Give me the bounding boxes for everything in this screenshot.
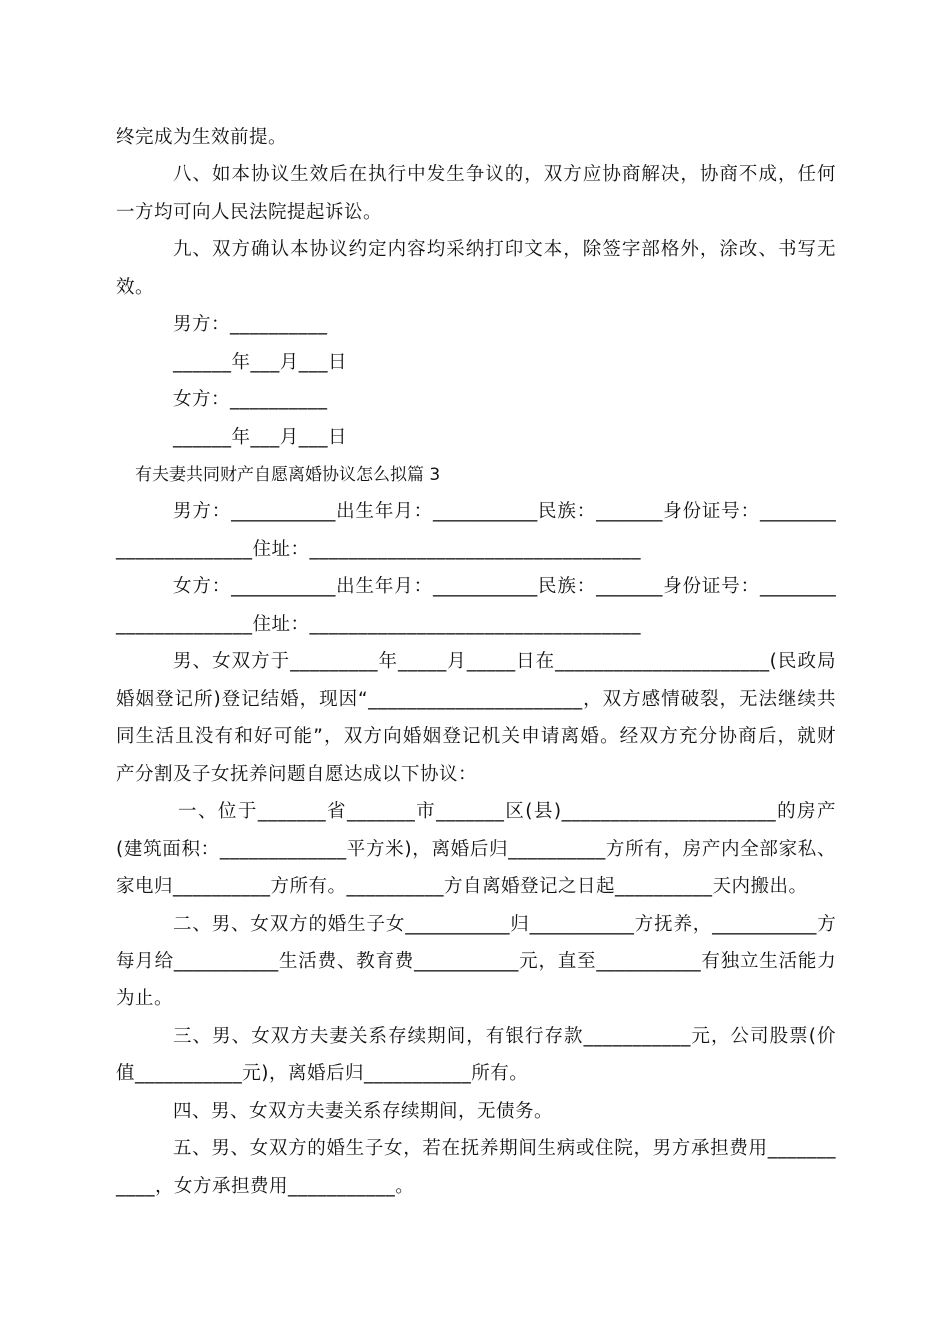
- article-2-line-1: 二、男、女双方的婚生子女___________归___________方抚养，___________方: [173, 914, 836, 935]
- male-date-line: ______年___月___日: [173, 352, 348, 373]
- article-1-line-3: 家电归__________方所有。__________方自离婚登记之日起__________天内搬出。: [116, 876, 808, 897]
- article-1-line-1: 一、位于_______省_______市_______区(县)______________________的房产: [178, 801, 836, 822]
- intro-line-1: 男、女双方于_________年_____月_____日在______________________(民政局: [173, 651, 836, 672]
- intro-line-3: 同生活且没有和好可能”，双方向婚姻登记机关申请离婚。经双方充分协商后，就财: [116, 726, 836, 747]
- article-2-line-2: 每月给___________生活费、教育费___________元，直至___________有独立生活能力: [116, 951, 836, 972]
- clause-8-line-2: 一方均可向人民法院提起诉讼。: [116, 202, 383, 223]
- article-4: 四、男、女双方夫妻关系存续期间，无债务。: [173, 1101, 554, 1122]
- article-1-line-2: (建筑面积：_____________平方米)，离婚后归__________方所有，房产内全部家私、: [116, 839, 836, 860]
- clause-8-line-1: 八、如本协议生效后在执行中发生争议的，双方应协商解决，协商不成，任何: [173, 164, 836, 185]
- article-5-line-1: 五、男、女双方的婚生子女，若在抚养期间生病或住院，男方承担费用_______: [173, 1138, 836, 1159]
- article-2-line-3: 为止。: [116, 988, 174, 1009]
- article-3-line-1: 三、男、女双方夫妻关系存续期间，有银行存款___________元，公司股票(价: [173, 1026, 836, 1047]
- article-3-line-2: 值___________元)，离婚后归___________所有。: [116, 1063, 529, 1084]
- clause-9-line-2: 效。: [116, 277, 155, 298]
- intro-line-4: 产分割及子女抚养问题自愿达成以下协议：: [116, 764, 478, 785]
- female-info-line-1: 女方：___________出生年月：___________民族：_______身份证号：________: [173, 576, 836, 597]
- female-date-line: ______年___月___日: [173, 427, 348, 448]
- clause-7-tail: 终完成为生效前提。: [116, 127, 288, 148]
- article-5-line-2: ____，女方承担费用___________。: [116, 1176, 415, 1197]
- male-info-line-2: ______________住址：__________________________________: [116, 539, 642, 560]
- intro-line-2: 婚姻登记所)登记结婚，现因“______________________，双方感情破裂，无法继续共: [116, 689, 836, 710]
- female-info-line-2: ______________住址：__________________________________: [116, 614, 642, 635]
- female-signature-line: 女方：__________: [173, 389, 328, 410]
- male-signature-line: 男方：__________: [173, 314, 328, 335]
- clause-9-line-1: 九、双方确认本协议约定内容均采纳打印文本，除签字部格外，涂改、书写无: [173, 239, 836, 260]
- male-info-line-1: 男方：___________出生年月：___________民族：_______身份证号：________: [173, 501, 836, 522]
- section-heading: 有夫妻共同财产自愿离婚协议怎么拟篇 3: [135, 465, 441, 485]
